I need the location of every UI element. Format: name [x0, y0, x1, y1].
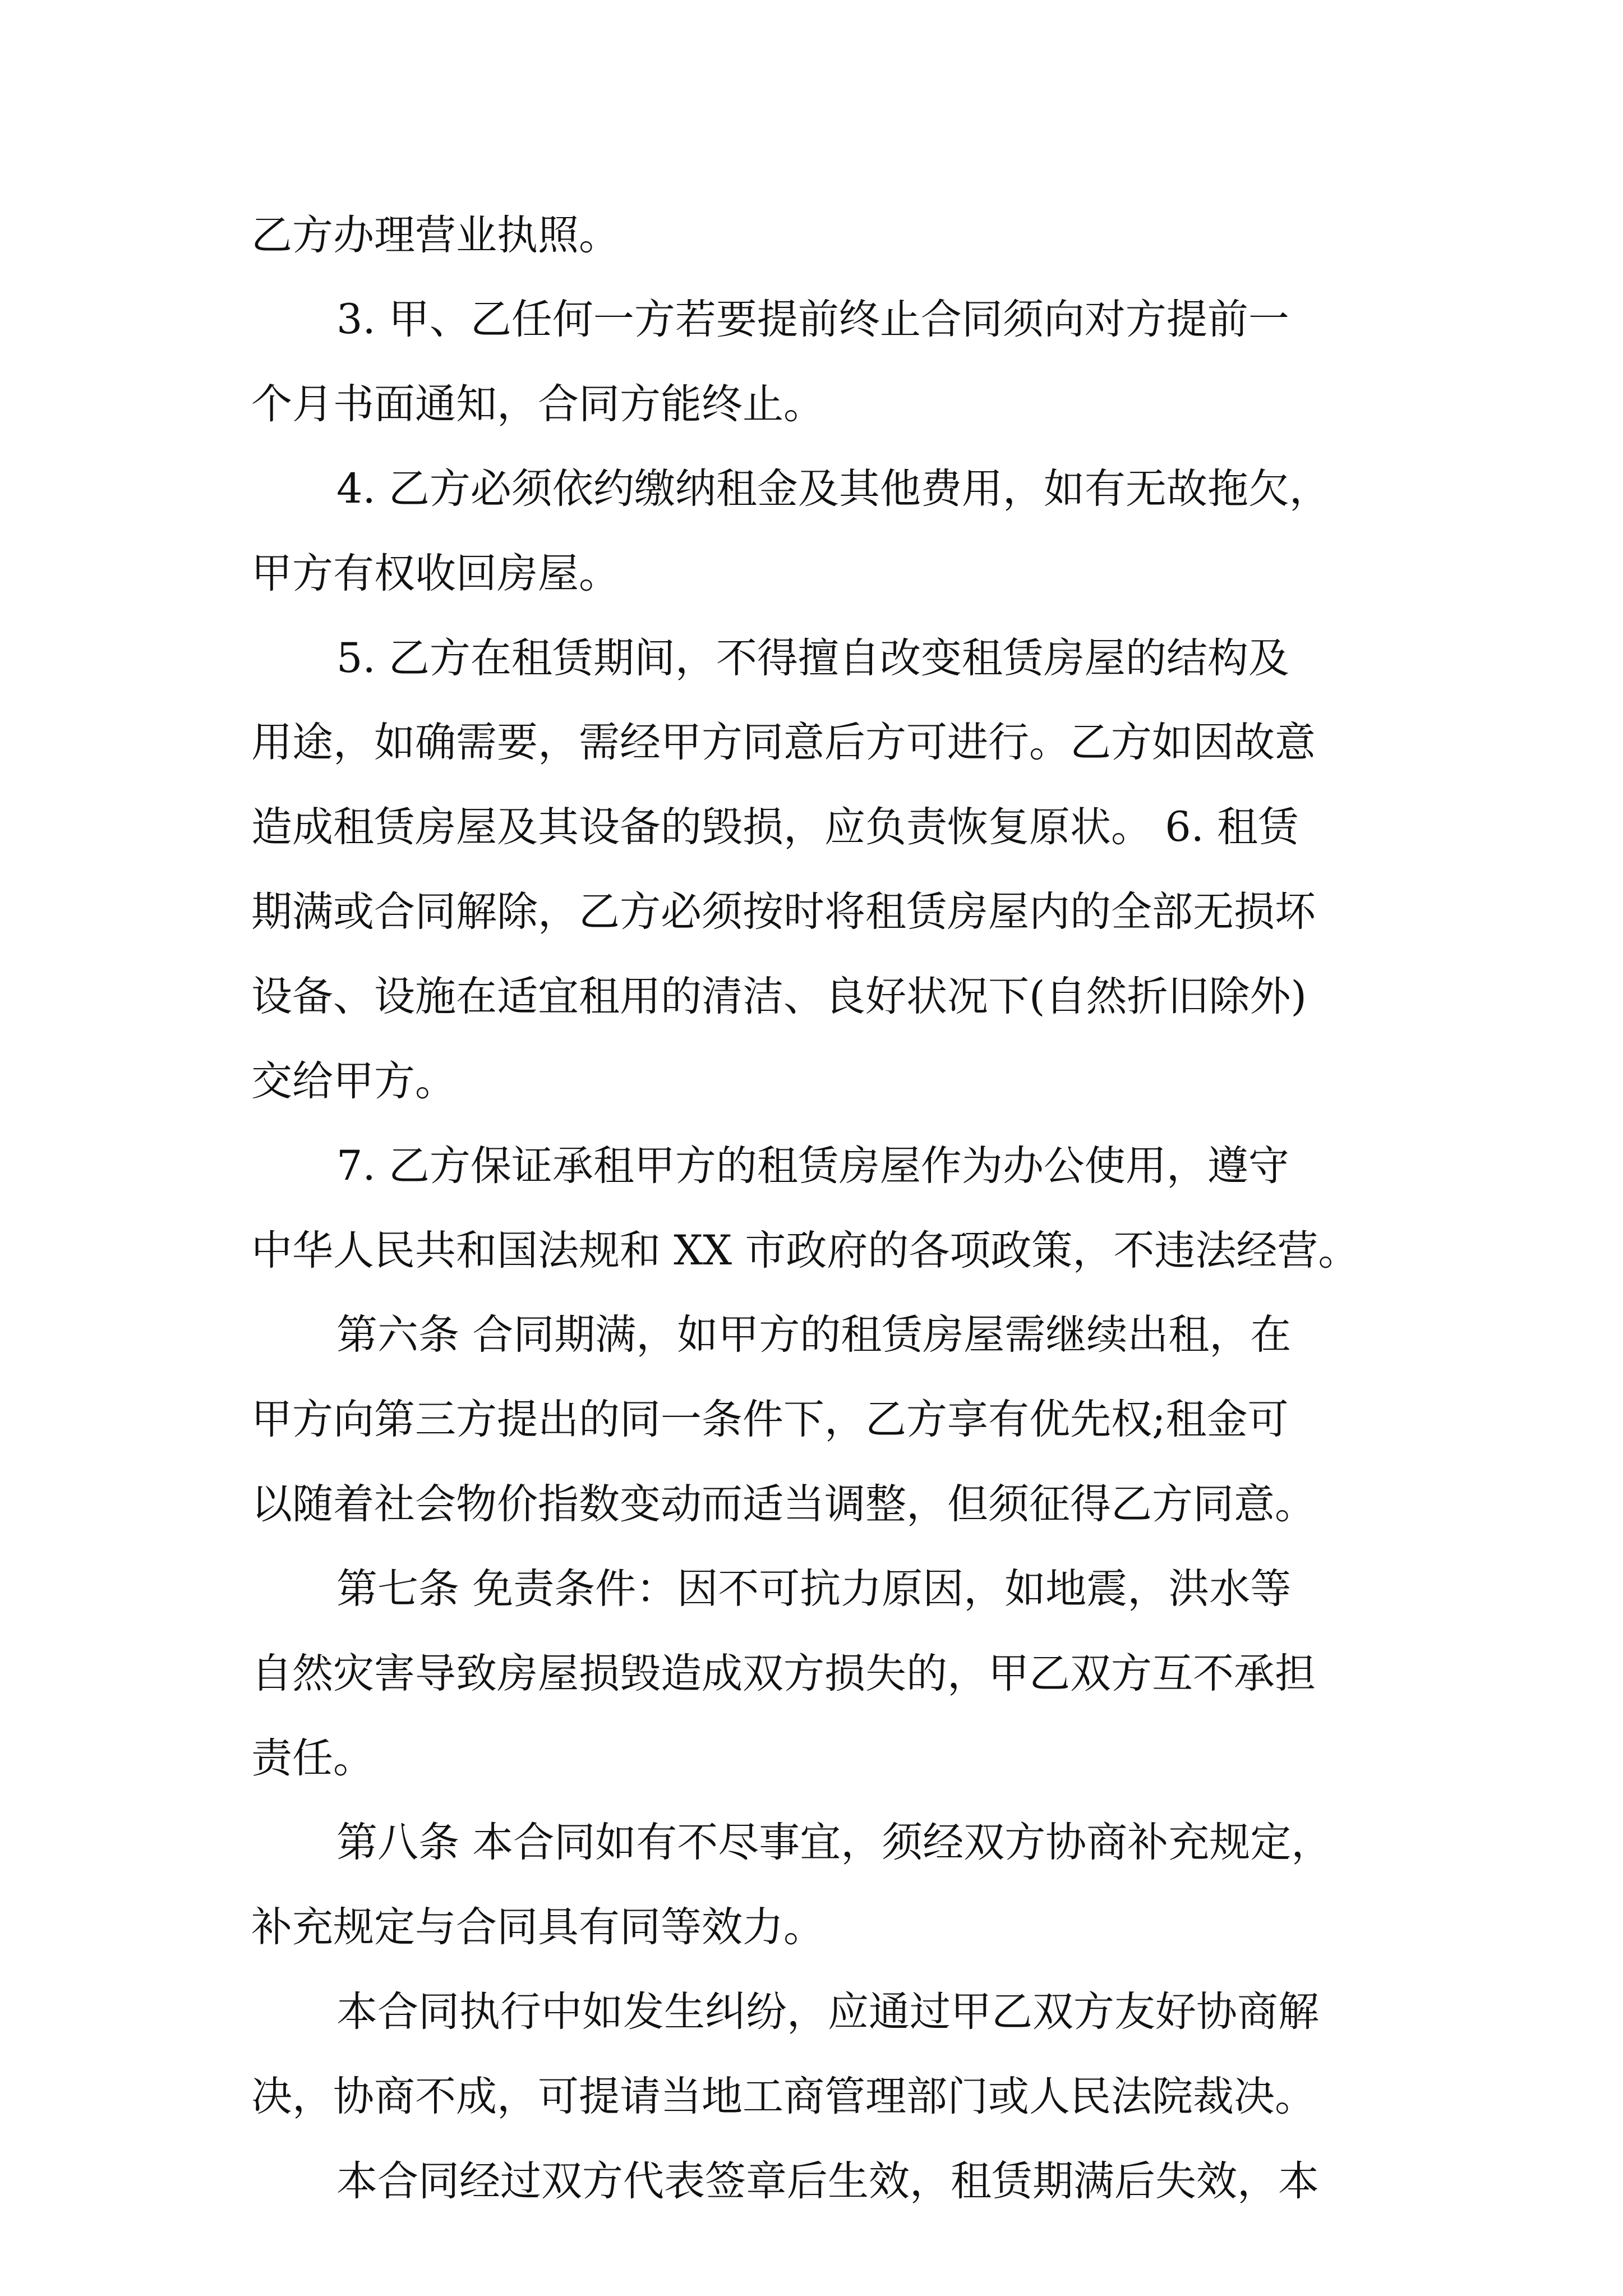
text-line: 以随着社会物价指数变动而适当调整，但须征得乙方同意。: [251, 1480, 1316, 1528]
text-line: 甲方有权收回房屋。: [251, 550, 620, 597]
text-line: 补充规定与合同具有同等效力。: [251, 1903, 824, 1951]
text-line: 个月书面通知，合同方能终止。: [251, 380, 824, 428]
text-line: 第六条 合同期满，如甲方的租赁房屋需继续出租，在: [336, 1311, 1292, 1359]
text-line: 造成租赁房屋及其设备的毁损，应负责恢复原状。 6. 租赁: [251, 803, 1299, 851]
text-line: 本合同经过双方代表签章后生效，租赁期满后失效，本: [336, 2157, 1319, 2205]
text-line: 责任。: [251, 1734, 374, 1782]
text-line: 甲方向第三方提出的同一条件下，乙方享有优先权;租金可: [251, 1396, 1289, 1443]
text-line: 交给甲方。: [251, 1057, 456, 1105]
text-line: 4. 乙方必须依约缴纳租金及其他费用，如有无故拖欠，: [336, 465, 1330, 513]
text-line: 第八条 本合同如有不尽事宜，须经双方协商补充规定，: [336, 1819, 1332, 1866]
text-line: 3. 甲、乙任何一方若要提前终止合同须向对方提前一: [336, 296, 1289, 343]
text-line: 中华人民共和国法规和 XX 市政府的各项政策，不违法经营。: [251, 1227, 1359, 1274]
text-line: 5. 乙方在租赁期间，不得擅自改变租赁房屋的结构及: [336, 634, 1289, 682]
text-line: 用途，如确需要，需经甲方同意后方可进行。乙方如因故意: [251, 719, 1316, 766]
text-line: 第七条 免责条件：因不可抗力原因，如地震，洪水等: [336, 1565, 1292, 1613]
text-line: 期满或合同解除，乙方必须按时将租赁房屋内的全部无损坏: [251, 888, 1316, 936]
text-line: 7. 乙方保证承租甲方的租赁房屋作为办公使用，遵守: [336, 1142, 1289, 1190]
text-line: 乙方办理营业执照。: [251, 211, 620, 259]
text-line: 本合同执行中如发生纠纷，应通过甲乙双方友好协商解: [336, 1988, 1319, 2036]
text-line: 自然灾害导致房屋损毁造成双方损失的，甲乙双方互不承担: [251, 1650, 1316, 1697]
text-line: 决，协商不成，可提请当地工商管理部门或人民法院裁决。: [251, 2073, 1316, 2120]
text-line: 设备、设施在适宜租用的清洁、良好状况下(自然折旧除外): [251, 973, 1307, 1020]
